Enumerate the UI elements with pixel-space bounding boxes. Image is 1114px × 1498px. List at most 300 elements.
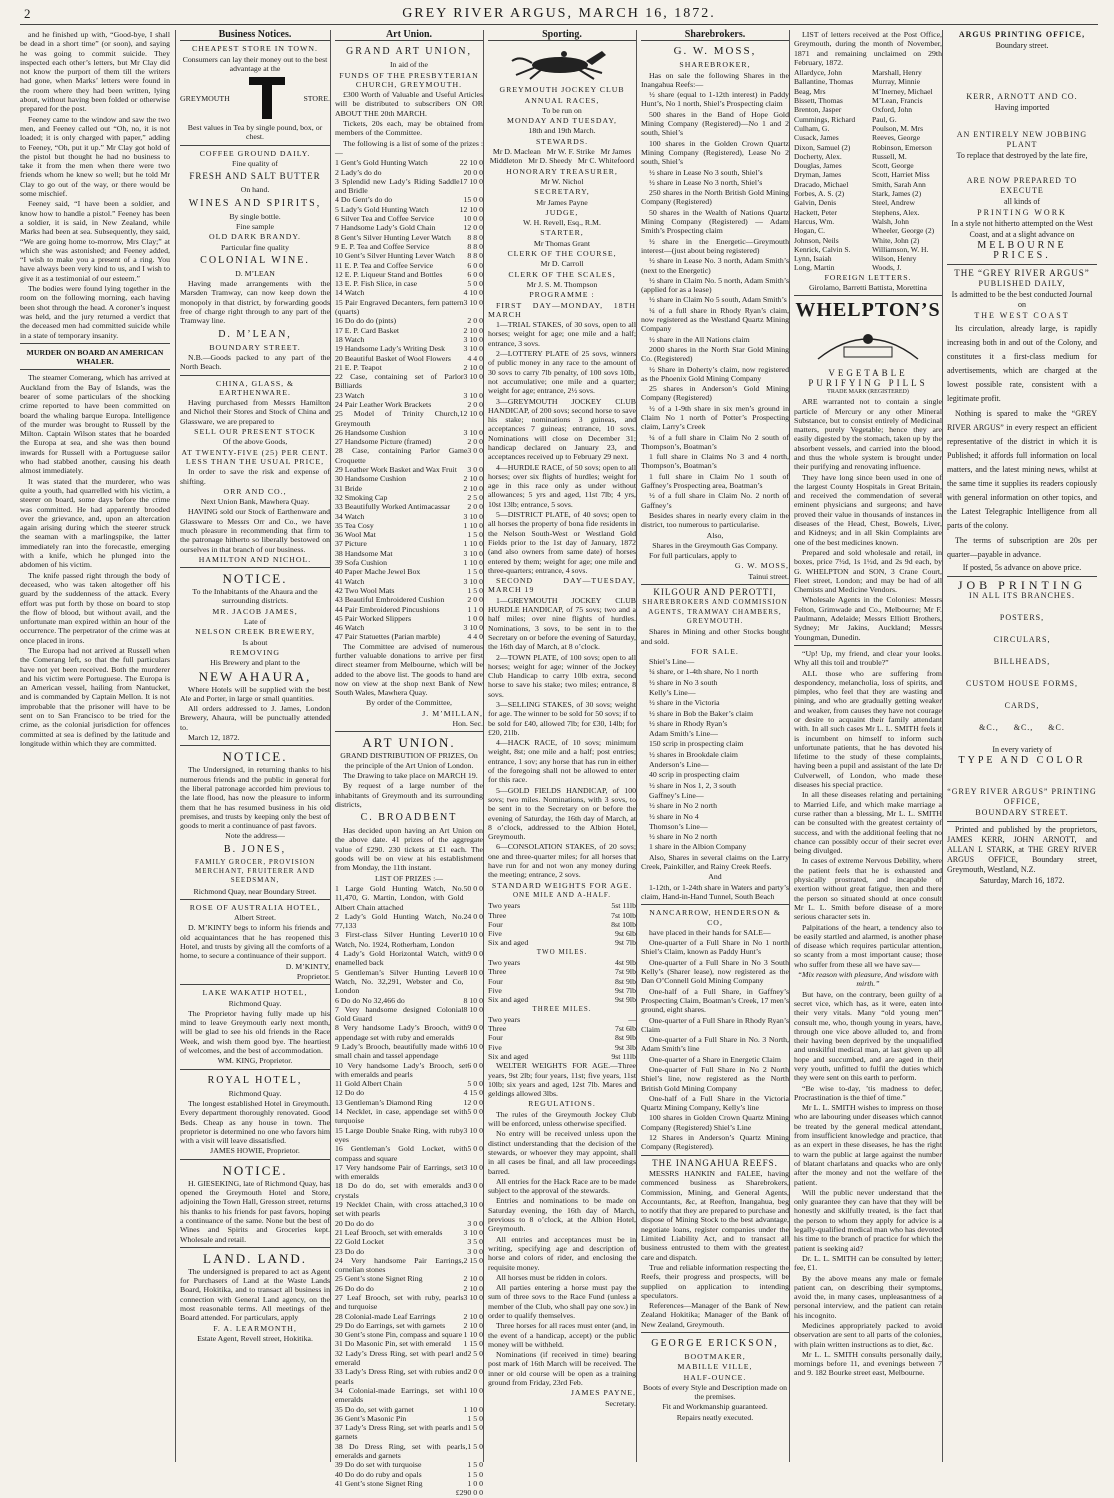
weight-row (488, 1052, 636, 1061)
lot-value: 22 10 0 (459, 158, 483, 168)
lot-value: 9st 7lb (614, 938, 636, 948)
prize-row (335, 400, 483, 409)
ad-text: LIST OF PRIZES :— (374, 873, 444, 883)
smith-paragraph: But have, on the contrary, been guilty of a secret vice, which has, as it were, eaten into their very vitals. Many “old young men” consult me, who, though young in years, have, through one vice above alluded to, and from their having been deprived by the unqualified and unskilful medical man, at last given up all hope and succumbed, and are aged in their very youth, unfitted to fulfil the duties which they were sent on this earth to perform. (794, 989, 942, 1083)
ad-notice-head: NOTICE. (222, 1162, 288, 1178)
prize-row (335, 326, 483, 335)
ad-text: His Brewery and plant to the (210, 658, 300, 668)
prize-row (335, 1405, 483, 1414)
share-item: 50 shares in the Wealth of Nations Quartz Mining Company (Registered) — Adam Smith’s Prospecting claim (641, 207, 789, 236)
share-item: ½ share (equal to 1-12th interest) in Paddy Hunt’s, No 1 north, Shiel’s Prospecting claim (641, 90, 789, 109)
letter-name: Brenton, Jasper (794, 105, 842, 115)
letter-name: Dryman, James (794, 170, 842, 180)
lot-desc: 7 Very handsome designed Colonial Gold Guard (335, 1004, 464, 1024)
ad-lake-wakatip-hotel: LAKE WAKATIP HOTEL, (202, 988, 308, 998)
weight-row (488, 986, 636, 995)
ad-text: SHAREBROKERS AND COMMISSION AGENTS, TRAMWAY CHAMBERS, GREYMOUTH. (642, 598, 788, 625)
ad-text: Boots of every Style and Description made on the premises. (643, 1382, 787, 1402)
lot-value: 8 8 0 (467, 241, 483, 251)
letter-name: Dracado, Michael (794, 179, 849, 189)
prize-row (335, 614, 483, 623)
lot-value: 3 10 0 (463, 297, 483, 307)
ad-china-head: CHINA, GLASS, & EARTHENWARE. (215, 378, 295, 397)
lot-desc: 9 Lady’s Brooch, beautifully made with small chain and tassel appendage (335, 1041, 464, 1061)
prize-row (335, 158, 483, 167)
lot-value: 8 10 0 (463, 995, 483, 1005)
ad-text: Best values in Tea by single pound, box, or chest. (187, 123, 323, 142)
ad-text: Proprietor. (296, 971, 330, 981)
lot-value: 3 10 0 (463, 334, 483, 344)
share-item: ¼ of a full share in Rhody Ryan’s claim, now registered as the Westland Quartz Mining Company (641, 305, 789, 334)
share-item: 25 shares in Anderson’s Gold Mining Company (Registered) (641, 384, 789, 403)
ad-wines: WINES AND SPIRITS, (188, 197, 322, 209)
prize-row (335, 279, 483, 288)
letter-name: Marshall, Henry (872, 68, 922, 78)
lot-value: 2 0 0 (467, 595, 483, 605)
lot-value: 8 8 0 (467, 232, 483, 242)
lot-desc: Six and aged (488, 1051, 529, 1061)
share-item: Gaffney’s Line— (649, 790, 704, 800)
lot-desc: 40 Do do do ruby and opals (335, 1469, 422, 1479)
lot-desc: 15 Pair Engraved Decanters, fern pattern (quarts) (335, 297, 464, 317)
letter-name: Douglas, James (794, 161, 842, 171)
weight-row (488, 1033, 636, 1042)
prize-row (335, 316, 483, 325)
lot-desc: 4 Lady’s Gold Horizontal Watch, with enamelled back (335, 949, 468, 968)
lot-desc: 27 Handsome Picture (framed) (335, 437, 432, 447)
prize-row (335, 577, 483, 586)
prize-row (335, 1126, 483, 1145)
share-item: 1 full share in Claims No 3 and 4 north, Thompson’s, Boatman’s (641, 452, 789, 471)
ad-text: The following is a list of some of the prizes :— (335, 138, 483, 157)
ad-text: Shares in the Greymouth Gas Company. (652, 540, 778, 550)
ad-text: In aid of the (390, 60, 428, 70)
lot-value: 9st 6lb (614, 929, 636, 939)
letter-name: Bissett, Thomas (794, 96, 843, 106)
lot-value: 10 10 0 (459, 930, 483, 940)
ad-signature: D. M’LEAN (235, 268, 275, 278)
ad-address: Richmond Quay. (228, 998, 282, 1008)
share-item: 250 shares in the North British Gold Mining Company (Registered) (641, 188, 789, 207)
ad-text: By order of the Committee, (366, 698, 452, 708)
ad-text: N.B.—Goods packed to any part of the North Beach. (180, 352, 330, 372)
lot-value: 6 0 0 (467, 260, 483, 270)
pills-paragraph: Prepared and sold wholesale and retail, in boxes, price 7½d, 1s 1½d, and 2s 9d each, by G. WHELPTON and SON, 3 Crane Court, Fleet street, London; and may be had of all Chemists and Medicine Vendors. (794, 547, 942, 595)
lot-value: 8st 9lb (614, 1033, 636, 1043)
smith-paragraph: Medicines appropriately packed to avoid observation are sent to all parts of the colonies, with plain written instructions as to diet, &c. (794, 1321, 942, 1349)
ad-address: Albert Street. (233, 913, 276, 923)
lot-value: 2 10 0 (463, 1283, 483, 1293)
job-item: CIRCULARS, (993, 635, 1051, 644)
lot-desc: 31 Do Masonic Pin, set with emerald (335, 1339, 451, 1349)
letter-name: Walsh, John (872, 216, 909, 226)
lot-desc: 13 E. P. Fish Slice, in case (335, 279, 418, 289)
lot-desc: 40 Paper Mache Jewel Box (335, 567, 421, 577)
lot-desc: 14 Watch (335, 288, 365, 298)
prize-row (335, 298, 483, 317)
lot-value: 3 10 0 (463, 1227, 483, 1237)
letter-name: Cummings, Richard (794, 114, 856, 124)
smith-paragraph: By the above means any male or female patient can, on describing their symptoms, avoid the, in many cases, unpleasantness of a personal interview, and the patient can retain his incognito. (794, 1273, 942, 1320)
pills-text (794, 397, 942, 594)
ad-text: On hand. (240, 185, 270, 195)
letter-name: Williamson, W. H. (872, 244, 929, 254)
race-item: 2—TOWN PLATE, of 100 sovs; open to all horses; weight for age; winner of the Jockey Club Handicap to carry 10lb extra, second horse to save his stake; two miles; entrance, 8 sovs. (488, 652, 636, 699)
lot-desc: 36 Wool Mat (335, 530, 376, 540)
lot-value: 1 5 0 (467, 1460, 483, 1470)
lot-desc: 36 Gent’s Masonic Pin (335, 1413, 407, 1423)
lot-desc: 34 Watch (335, 511, 365, 521)
ad-text: W. H. Revell, Esq., R.M. (523, 218, 601, 228)
lot-value: 3 10 0 (463, 1162, 483, 1172)
column-sporting (483, 30, 640, 1462)
race-item: 1—TRIAL STAKES, of 30 sovs, open to all horses; weight for age; one mile and a half; entrance, 3 sovs. (488, 320, 636, 348)
ad-text: FAMILY GROCER, PROVISION MERCHANT, FRUITERER AND SEEDSMAN, (194, 857, 316, 885)
ad-text: Its circulation, already large, is rapidly increasing both in and out of the Colony, and constitutes it a first-class medium for advertisements, which are charged at the lowest possible rate, consistent with a legitimate profit. (947, 324, 1097, 403)
weight-row (488, 1024, 636, 1033)
lot-value: 3 10 0 (463, 548, 483, 558)
share-item: ½ of a 1-9th share in six men’s ground in Claim No 1 north of Potter’s Prospecting claim, Larry’s Creek (641, 403, 789, 432)
prize-row (335, 1442, 483, 1461)
ad-colonial-wine: COLONIAL WINE. (200, 254, 310, 266)
prize-row (335, 195, 483, 204)
lot-desc: 32 Lady’s Dress Ring, set with pearl and emerald (335, 1348, 468, 1368)
masthead (20, 4, 1098, 25)
ad-text: Shares in Mining and other Stocks bought and sold. (641, 627, 789, 646)
lot-desc: 18 Watch (335, 334, 365, 344)
prize-row (335, 1237, 483, 1246)
ad-royal-hotel: ROYAL HOTEL, (207, 1074, 303, 1086)
letter-name: Dixon, Samuel (2) (794, 142, 851, 152)
prize-row (335, 391, 483, 400)
ad-text: PRINTING WORK (977, 208, 1067, 217)
regulation-item: Entries and nominations to be made on Saturday evening, the 16th day of March, previous to 8 o’clock, at the Albion Hotel, Greymouth. (488, 1196, 636, 1234)
prize-row (335, 1023, 483, 1042)
prize-row (335, 1479, 483, 1488)
ad-text: Late of (243, 617, 267, 627)
ad-text: PUBLISHED DAILY, (978, 279, 1066, 288)
lot-desc: 22 Gold Locket (335, 1237, 384, 1247)
lot-desc: 37 Lady’s Dress Ring, set with pearls and garnets (335, 1423, 468, 1442)
prize-row (335, 1107, 483, 1126)
regulation-item: Nominations (if received in time) bearing post mark of 16th March will be received. The inner or old course will be open as a training ground from Friday, 23rd Feb. (488, 1350, 636, 1388)
lot-desc: 22 Case, containing set of Parlor Billiards (335, 372, 464, 391)
ad-signature: ORR AND CO., (223, 486, 287, 496)
share-item: 1 share in the Albion Company (649, 842, 747, 852)
section-head-business: Business Notices. (180, 30, 330, 41)
letter-name: Paul, G. (872, 114, 897, 124)
lot-value: 1 10 0 (463, 1385, 483, 1395)
column-argus-printing (942, 30, 1101, 1462)
prize-row (335, 177, 483, 196)
ad-butter: FRESH AND SALT BUTTER (189, 171, 321, 182)
letter-name: Harcus, Wm. (794, 216, 835, 226)
race-item: 6—CONSOLATION STAKES, of 20 sovs; one and three-quarter miles; for all horses that have run for and not won any money during the meeting; entrance, 2 sovs. (488, 842, 636, 880)
ad-text: AT TWENTY-FIVE (25) PER CENT. LESS THAN THE USUAL PRICE, (181, 447, 329, 466)
lot-desc: 31 Bride (335, 483, 363, 493)
lot-desc: 28 Colonial-made Leaf Earrings (335, 1311, 436, 1321)
lot-value: 24 0 0 (463, 911, 483, 921)
ad-broadbent: C. BROADBENT (360, 812, 458, 824)
ad-text: By request of a large number of the inhabitants of Greymouth and its surrounding districts, (335, 781, 483, 809)
lot-value: 12 10 0 (459, 204, 483, 214)
ad-text: Mr J. S. M. Thompson (526, 279, 598, 289)
ad-text: Tickets, 20s each, may be obtained from members of the Committee. (335, 119, 483, 138)
lot-desc: 24 Pair Leather Work Brackets (335, 399, 432, 409)
ad-text: D. M’KINTY begs to inform his friends and old acquaintances that he has reopened this Hotel, and trusts by giving all the comforts of a home, to secure a continuance of their support. (180, 923, 330, 961)
ad-cheapest-store: CHEAPEST STORE IN TOWN. (192, 44, 318, 54)
ad-text: Fit and Workmanship guaranteed. (662, 1402, 768, 1412)
ad-text: REGULATIONS. (528, 1099, 596, 1109)
lot-value: 7st 10lb (611, 910, 636, 920)
news-paragraph: The bodies were found lying together in the room on the following morning, each having been shot through the head. A coroner’s inquest was held, and the jury returned a verdict that the deceased men had committed suicide while in a state of temporary insanity. (20, 284, 170, 340)
lot-desc: 21 Leaf Brooch, set with emeralds (335, 1227, 443, 1237)
share-item: 150 scrip in prospecting claim (649, 739, 744, 749)
weight-row (488, 977, 636, 986)
ad-text: THREE MILES. (532, 1004, 592, 1013)
column-sharebrokers (636, 30, 793, 1462)
lot-value: 9st 11lb (611, 1051, 636, 1061)
ad-text: ANNUAL RACES, (524, 95, 600, 105)
ad-text: MR. JACOB JAMES, (212, 606, 298, 616)
share-item: 1 full share in Claim No 1 south of Gaffney’s Prospecting area, Boatman’s (641, 471, 789, 491)
lot-value: 8 10 0 (463, 967, 483, 977)
ad-text: H. GIESEKING, late of Richmond Quay, has opened the Greymouth Hotel and Store, adjoining the Town Hall, Gresson street, returns his thanks to his friends for past favors, hoping a continuance of the same. None but the best of Wines and Spirits and Groceries kept. Wholesale and retail. (180, 1178, 330, 1244)
lot-desc: 10 Very handsome Lady’s Brooch, set with emeralds and pearls (335, 1060, 468, 1079)
ad-mlean: D. M’LEAN, (218, 328, 292, 340)
lot-desc: 24 Very handsome Pair Earrings, cornelian stones (335, 1255, 464, 1275)
race-item: 2—LOTTERY PLATE of 25 sovs, winners of public money in any race to the amount of 30 sovs to carry 7lb penalty, of 100 sovs 10lb, not accumulative; one mile and a quarter; weight for age; entrance, 2½ sovs. (488, 349, 636, 396)
ad-text: CLERK OF THE SCALES, (508, 269, 616, 279)
pills-paragraph: They have long since been used in one of the largest County Hospitals in Great Britain, and received the commendation of several eminent physicians and surgeons; and have proved their value in thousands of instances in diseases of the Head, Chest, Bowels, Liver, and Kidneys; and in all Skin Complaints are one of the best medicines known. (794, 472, 942, 547)
racehorse-icon (502, 45, 622, 81)
imprint-date: Saturday, March 16, 1872. (979, 876, 1065, 885)
lot-value: 1 1 0 (467, 604, 483, 614)
prize-row (335, 1321, 483, 1330)
lot-desc: 11 E. P. Tea and Coffee Service (335, 260, 434, 270)
ad-text: “Up! Up, my friend, and clear your looks. Why all this toil and trouble?” (794, 648, 942, 668)
ad-text: Having imported (994, 103, 1050, 112)
lot-value: 15 0 0 (463, 195, 483, 205)
lot-value: 1 10 0 (463, 539, 483, 549)
lot-desc: Five (488, 1042, 502, 1052)
ad-text: Wholesale Agents in the Colonies: Messrs Felton, Grimwade and Co., Melbourne; Mr F. Paulmann, Adelaide; Messrs Elliott Brothers, Sydney; Mr Jakins, Auckland; Messrs Youngman, Dunedin. (794, 595, 942, 642)
lot-desc: 25 Gent’s stone Signet Ring (335, 1274, 423, 1284)
prize-row (335, 335, 483, 344)
letter-name: Long, Martin (794, 263, 835, 273)
ad-inangahua-reefs: THE INANGAHUA REEFS. (652, 1157, 778, 1168)
lot-desc: 23 Do do (335, 1246, 365, 1256)
lot-value: 2 5 0 (467, 1348, 483, 1358)
smith-paragraph: Palpitations of the heart, a tendency also to be easily startled and alarmed, is another phase of disease which requires particular attention, so scanty from a most important cause; those who suffer from these all we have sav— (794, 922, 942, 969)
lot-value: 9 0 0 (467, 949, 483, 959)
ad-text: FIRST DAY—MONDAY, 18TH MARCH (488, 300, 636, 319)
lot-value: 1 5 0 (467, 1423, 483, 1433)
section-head-sharebrokers: Sharebrokers. (641, 30, 789, 41)
news-paragraph: Feeney came to the window and saw the two men, and Feeney called out “Oh, no, it is not loaded; it is only charged with paper,” adding to Feeney, “Oh, put it up.” Mr Clay got hold of the pistol but thought he had no business to take it from the men when there were two friends whom he knew so well; but he told Mr Clay to go out of the way, or there would be some mischief. (20, 114, 170, 199)
lot-desc: 12 E. P. Liqueur Stand and Bottles (335, 269, 443, 279)
ad-text: References—Manager of the Bank of New Zealand Hokitika; Manager of the Bank of New Zealand, Greymouth. (641, 1301, 789, 1329)
ad-text: To the Inhabitants of the Ahaura and the surrounding districts. (192, 587, 318, 606)
share-item: One-quarter of a Full Share in No 3 South Kelly’s (Sharer lease), now registered as the Dan O’Connell Gold Mining Company (641, 957, 789, 986)
ad-text: STARTER, (540, 228, 584, 238)
ad-address: Tainui street. (748, 571, 789, 581)
ad-text: Consumers can lay their money out to the best advantage at the (182, 54, 328, 73)
prize-row (335, 1339, 483, 1348)
lot-value: 9st 3lb (614, 1042, 636, 1052)
lot-value: 9st 7lb (614, 985, 636, 995)
prize-row (335, 1274, 483, 1283)
imprint: Printed and published by the proprietors, JAMES KERR, JOHN ARNOTT, and ALLAN I. STARK, at THE GREY RIVER ARGUS OFFICE, Boundary street, Greymouth, Westland, N.Z. (947, 825, 1097, 874)
letter-name: Culham, G. (794, 123, 830, 133)
smith-text-2 (794, 990, 942, 1378)
lot-value: 3 10 0 (463, 427, 483, 437)
prize-row (335, 558, 483, 567)
ad-text: SECOND DAY—TUESDAY, MARCH 19 (488, 576, 636, 595)
smith-paragraph: Will the public never understand that the only guarantee they can have that they will be honestly and skilfully treated, is the fact that the person to whom they apply for advice is a legally-qualified medical man who has devoted his time to the branch of practice for which the patient is seeking aid? (794, 1187, 942, 1253)
lot-desc: 26 Handsome Cushion (335, 427, 407, 437)
news-paragraph: The knife passed right through the body of deceased, who was taken altogether off his guard by the suddenness of the attack. Every effort was put forth by those on board to stop the flow of blood, but without avail, and the unfortunate man expired within an hour of the occurrence. The perpetrator of the crime was at once placed in irons. (20, 570, 170, 645)
letter-name: Hackett, Peter (794, 207, 838, 217)
column-art-union (330, 29, 487, 1498)
lot-value: 1 0 0 (467, 1478, 483, 1488)
prize-row (335, 1423, 483, 1442)
smith-paragraph: Dr. L. L. SMITH can be consulted by letter; fee, £1. (794, 1253, 942, 1273)
lot-value: 2 0 0 (467, 1367, 483, 1377)
ad-signature: G. W. MOSS, (734, 561, 789, 571)
ad-moss: G. W. MOSS, (673, 45, 757, 58)
share-item: One-half of a Full Share, in Gaffney’s Prospecting Claim, Boatman’s Creek, 17 men’s ground, eight shares. (641, 986, 789, 1015)
ad-kerr-arnott: KERR, ARNOTT AND CO. (966, 92, 1078, 101)
ad-text: Secretary. (605, 1398, 636, 1408)
lot-value: 2 0 0 (467, 316, 483, 326)
weight-row (488, 920, 636, 929)
lot-value: 3 0 0 (467, 446, 483, 456)
store-name-left: GREYMOUTH (180, 93, 230, 103)
ad-signature: J. M’MILLAN, (422, 708, 483, 718)
share-item: 2000 shares in the North Star Gold Mining Co. (Registered) (641, 344, 789, 364)
lot-value: 12 0 0 (463, 223, 483, 233)
lot-desc: 1 Large Gold Hunting Watch, No. 11,470, G. Martin, London, with Gold Albert Chain attached (335, 883, 464, 912)
smith-paragraph: ALL those who are suffering from despondency, melancholia, loss of spirits, and pimples, who feel that they are wasting and pining, and who are gradually getting weaker and weaker, from causes they have not courage or desire to acquaint their family attendant with. In all such cases Mr L. L. SMITH feels it is incumbent on himself to inform such unfortunate patients, that he has devoted his lifetime to the study of these complaints, having been a pupil and assistant of the late Dr Culverwell, of London, who made these diseases his special practice. (794, 668, 942, 790)
letter-name: Docherty, Alex. (794, 151, 842, 161)
lot-value: 1 10 0 (463, 1330, 483, 1340)
ad-text: AN ENTIRELY NEW JOBBING PLANT (956, 130, 1088, 149)
prize-row (335, 567, 483, 576)
page-number: 2 (24, 6, 31, 21)
letter-name: Wheeler, George (2) (872, 226, 935, 236)
share-item: ½ share in No 2 north (649, 801, 717, 811)
lot-desc: 1 Gent’s Gold Hunting Watch (335, 158, 428, 168)
prize-row (335, 354, 483, 363)
share-item: Thomson’s Line— (649, 821, 708, 831)
share-item: ½ share in Nos 1, 2, 3 south (649, 780, 737, 790)
lot-desc: 27 Leaf Brooch, set with ruby, pearls and turquoise (335, 1293, 464, 1312)
ad-address: Next Union Bank, Mawhera Quay. (200, 497, 310, 507)
lot-desc: 29 Leather Work Basket and Wax Fruit (335, 465, 457, 475)
ad-text: Also, Shares in several claims on the Larry Creek, Painkiller, and Rainy Creek Reefs. (641, 852, 789, 872)
news-paragraph: It was stated that the murderer, who was quite a youth, had quarrelled with his victim, a steerer on board, some days before the crime was committed. He had apparently brooded over the grievance, and, upon an altercation again arising during which the steerer struck the seaman with a marlingspike, the latter immediately ran into the forecastle, emerging with a knife, which he plunged into the abdomen of his victim. (20, 476, 170, 570)
letter-name: Allardyce, John (794, 68, 843, 78)
letter-name: Russell, M. (872, 151, 907, 161)
ad-quote: “Mix reason with pleasure, And wisdom with mirth.” (797, 970, 939, 989)
prize-row (335, 1414, 483, 1423)
ad-text: Mr D. Carroll (540, 259, 584, 269)
prize-row (335, 1256, 483, 1275)
job-items (947, 613, 1097, 733)
prize-row (335, 632, 483, 641)
lot-value: 6 0 0 (467, 269, 483, 279)
prize-row (335, 484, 483, 493)
ad-text: Mr W. Nichol (540, 176, 584, 186)
lot-desc: 2 Lady’s do do (335, 167, 382, 177)
ad-text: IN ALL ITS BRANCHES. (969, 591, 1075, 600)
ad-jockey-club: GREYMOUTH JOCKEY CLUB (499, 85, 625, 95)
lot-value: 2 15 0 (463, 1255, 483, 1265)
column-news (20, 30, 174, 1462)
smith-paragraph: Mr L. L. SMITH consults personally daily, mornings before 11, and evenings between 7 and 9. 182 Bourke street east, Melbourne. (794, 1349, 942, 1378)
letter-name: Ballantine, Thomas (794, 77, 854, 87)
lot-desc: 16 Gentleman’s Gold Locket, with compass and square (335, 1144, 468, 1163)
ad-text: STEWARDS. (535, 136, 589, 146)
share-item: ½ share in Lease No 3 north, Shiel’s (649, 177, 763, 187)
job-item: &C., &C., &C. (979, 723, 1065, 732)
lot-value: 1 5 0 (467, 530, 483, 540)
letter-name: Stark, James (2) (872, 189, 922, 199)
letter-name: Galvin, Denis (794, 198, 837, 208)
letter-name: Beag, Mrs (794, 86, 826, 96)
prize-row (335, 363, 483, 372)
letter-name: Murray, Minnie (872, 77, 921, 87)
job-item: CARDS, (1004, 701, 1040, 710)
letter-name: Cusack, James (794, 133, 839, 143)
share-item: ½ share in Rhody Ryan’s (649, 718, 728, 728)
letter-name: Scott, Harriet Miss (872, 170, 930, 180)
ad-text: Besides shares in nearly every claim in the district, too numerous to particularise. (641, 510, 789, 530)
prize-row (335, 1330, 483, 1339)
regulation-item: All parties entering a horse must pay the sum of three sovs to the Race Fund (unless a member of the Club, who shall pay one sov.) in order to qualify themselves. (488, 1283, 636, 1320)
ad-text: True and reliable information respecting the Reefs, their progress and prospects, will be supplied on application to intending speculators. (641, 1262, 789, 1300)
lot-desc: 3 First-class Silver Hunting Lever Watch, No. 1924, Rotherham, London (335, 930, 460, 949)
prize-row (335, 521, 483, 530)
race-item: 4—HURDLE RACE, of 50 sovs; open to all horses; over six flights of hurdles; weight for age in this race only as under without allowances; 5 yrs and aged, 11st 7lb; 4 yrs, 10st 13lb; entrance, 5 sovs. (488, 462, 636, 509)
prize-row (335, 1228, 483, 1237)
lot-value: 1 5 0 (467, 567, 483, 577)
ad-text: ARE NOW PREPARED TO EXECUTE (966, 176, 1078, 195)
lot-desc: 19 Necklet Chain, with cross attached, set with pearls (335, 1200, 464, 1219)
ad-signature: HAMILTON AND NICHOL. (198, 554, 312, 564)
share-item: ½ share in Lease No 3 south, Shiel’s (649, 167, 763, 177)
lot-value: 3 10 0 (463, 511, 483, 521)
prize-row (335, 1386, 483, 1405)
prize-row (335, 930, 483, 949)
prize-row (335, 214, 483, 223)
share-item: One-quarter of Full Share in No 2 North Shiel’s line, now registered as the North British Gold Mining Company (641, 1064, 789, 1093)
ad-text: SELL OUR PRESENT STOCK (194, 427, 316, 437)
ad-text: All orders addressed to J. James, London Brewery, Ahaura, will be punctually attended to. (180, 704, 330, 732)
share-item: ½ share in the Victoria (649, 698, 720, 708)
ad-text: Also, (706, 530, 724, 540)
prize-list-2 (335, 884, 483, 1488)
lot-desc: Four (488, 1033, 503, 1043)
lot-value: 3 5 0 (467, 1237, 483, 1247)
news-murder-story (20, 373, 170, 748)
ad-text: The Undersigned, in returning thanks to his numerous friends and the public in general for the liberal patronage accorded him previous to the late flood, has now the pleasure to inform them that he has resumed business in his old premises, and trusts by keeping only the best of goods to merit a continuance of past favors. (180, 765, 330, 831)
lot-value: 6 10 0 (463, 1041, 483, 1051)
news-paragraph: Feeney said, “I have been a soldier, and know how to handle a pistol.” Feeney has been a soldier, it is said, in New Zealand, while Marks had been at sea. Subsequently, they said, “We are going home to-morrow, Mrs Clay;” at which she was astonished; and Feeney added, “I wish to make you a present of a ring. You have always been very kind to us, and I wish to give it as a testimonial of our esteem.” (20, 199, 170, 283)
share-item: ½ share in the Energetic—Greymouth interest—(just about being registered) (641, 236, 789, 255)
ad-text: PROGRAMME : (529, 290, 595, 300)
